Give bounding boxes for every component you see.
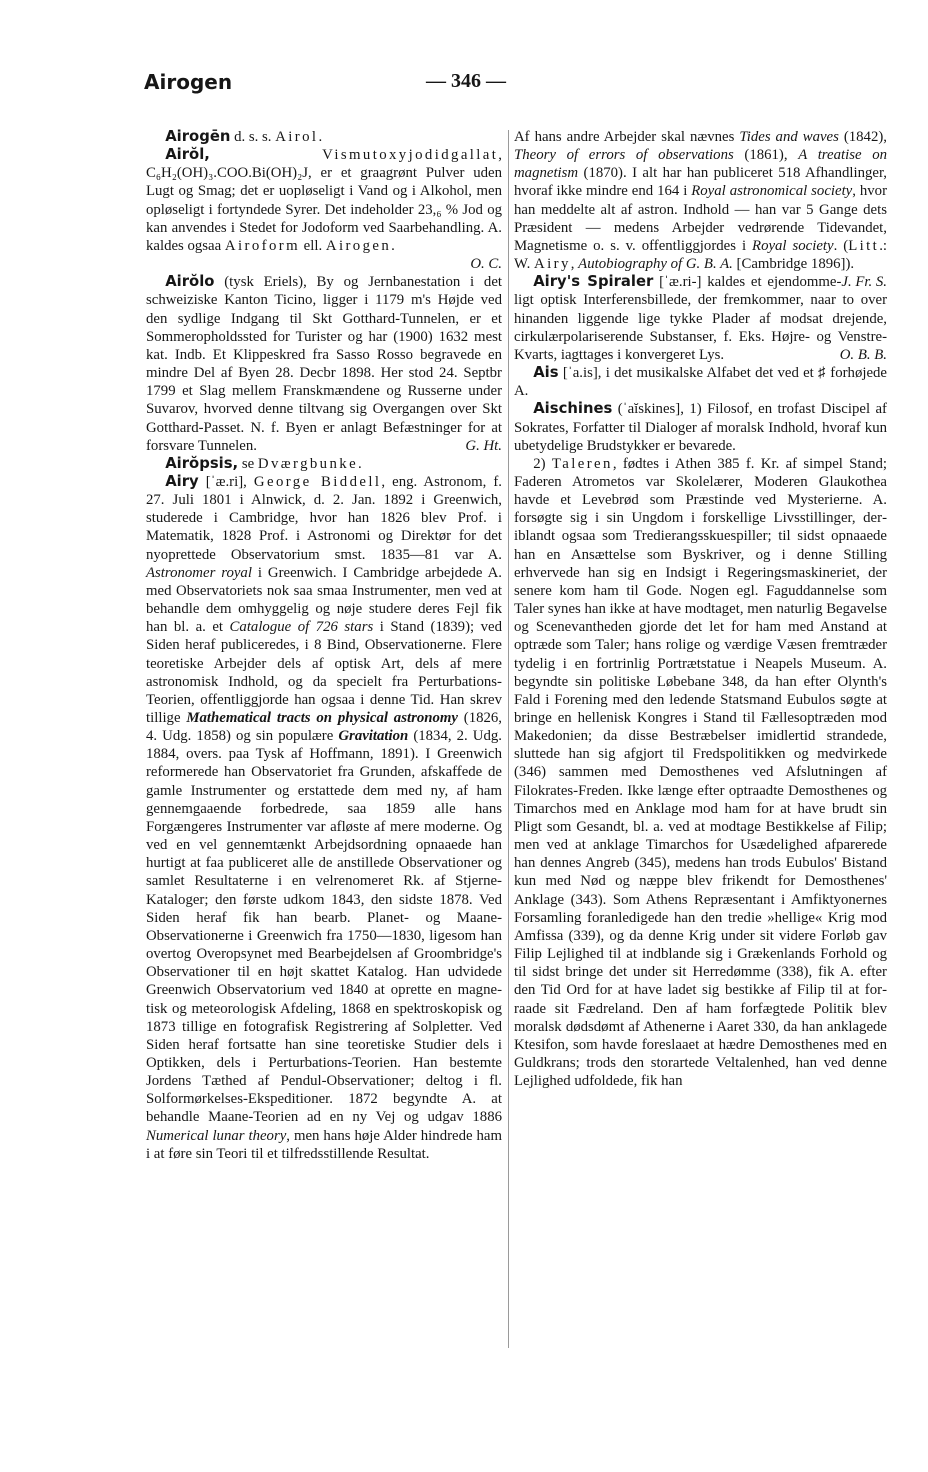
entry-text: Gravitation bbox=[338, 728, 409, 745]
entry-text: Dværgbunke bbox=[257, 455, 359, 472]
left-column bbox=[146, 128, 502, 1163]
entry-headword: Airogēn bbox=[165, 128, 231, 145]
entry-text bbox=[210, 147, 322, 163]
entry-text: Autobiography of G. B. A. bbox=[578, 256, 733, 273]
entry-headword: Aischines bbox=[533, 400, 613, 418]
dictionary-entry bbox=[146, 273, 502, 455]
entry-headword: Airŏl, bbox=[165, 146, 210, 164]
entry-text: , fødtes i Athen 385 f. Kr. af simpel Stand; Faderen Atrometos var Skolelærer, Moderen Glaukothea havde et Levebrød som Præstinde ved Mysterierne. A. forsøgte sig i sin Ungdom i forskellige Livsstillinger, deriblandt ogsaa som Tredierangsskuespiller; til sidst opnaaede han en Ansættelse som Byskriver, og i denne Stilling erhvervede han sig en Indsigt i Regeringsmaskineriet, der senere kom ham til Gode. Nogen egl. Faguddannelse som Taler synes han ikke at have modtaget, men naturlig Begavelse og Scenevantheden gjorde det let for ham med Anstand at optræde som Taler; hans rolige og værdige Væsen fremtræder tydelig i en fortrinlig Portrætstatue i Neapels Museum. A. begyndte sin politiske Løbebane 348, da han efter Olynth's Fald i Forening med den ledende Statsmand Eubulos søgte at bringe en hellenisk Kongres i Stand til Fællesoptræden mod Makedonien; da disse Bestræbelser imidlertid strandede, sluttede han sig afgjort til Fredspolitikken og medvirkede (346) sammen med Demosthenes ved Afslutningen af Filokrates-Freden. Ikke længe efter optraadte Demosthenes og Timarchos med en Anklage mod ham for at have brudt sin Pligt som Gesandt, bl. a. ved at modtage Bestikkelse af Filip; men ved at anklage Timarchos for Usædelighed afparerede han dennes Angreb (345), medens han trods Eubulos' Bistand kun med Nød og næppe blev frikendt for Demosthenes' Anklage (343). Som Athens Repræsentant i Amfiktyonernes Forsamling foranledigede han den tredie »hellige« Krig mod Amfissa (339), og da denne Krig under sit videre Forløb gav Filip Lejlighed til at indblande sig i Grækenlands Forhold og til sidst bringe det under sit Herredømme (338), fik A. efter den Tid Ord for at have ladet sig bestikke af Filip til at forraade sit Fædreland. Den af ham forfægtede Politik blev moralsk dødsdømt af Athenerne i Aaret 330, da han anklagede Ktesifon, som havde foreslaaet at hædre Demosthenes med en Guldkrans; trods den storartede Veltalenhed, han ved denne Lejlighed udfoldede, fik han bbox=[514, 455, 887, 1090]
entry-text: , eng. Astronom, f. 27. Juli 1801 i Alnwick, d. 2. Jan. 1892 i Greenwich, studerede i Cambridge, hvor han 1826 blev Prof. i Matematik, 1828 Prof. i Astronomi og Direktør for det nyoprettede Observatorium smst. 1835—81 var A. bbox=[146, 473, 502, 563]
author-signature: O. B. B. bbox=[839, 346, 887, 363]
entry-text: se bbox=[238, 455, 258, 472]
entry-text: Airoform bbox=[224, 237, 300, 254]
dictionary-entry bbox=[514, 364, 887, 400]
entry-text: [Cambridge 1896]). bbox=[732, 256, 855, 273]
entry-text: . bbox=[358, 455, 362, 472]
entry-text: Af hans andre Arbejder skal nævnes bbox=[514, 129, 740, 145]
entry-text: Mathematical tracts on physical astronomy bbox=[186, 710, 458, 726]
running-headword: Airogen bbox=[144, 70, 233, 94]
entry-text: Tides and waves bbox=[739, 129, 839, 145]
entry-text: i Stand (1839); ved Siden heraf publiceredes, i 8 Bind, Observationerne. Flere teoretiske Arbejder dels af optisk Art, dels af mere astronomisk Indhold, og da specielt fra Perturbations-Teorien, offentliggjorde han ogsaa i denne Tid. Han skrev tillige bbox=[146, 619, 502, 726]
author-signature: J. Fr. S. bbox=[841, 274, 887, 291]
page-number: — 346 — bbox=[426, 70, 506, 92]
author-signature: O. C. bbox=[470, 256, 502, 273]
entry-text: . bbox=[318, 129, 323, 145]
entry-text: Taleren bbox=[551, 455, 613, 472]
entry-text: George Biddell bbox=[253, 473, 382, 490]
entry-text: [ˈæ.ri], bbox=[198, 473, 254, 490]
right-column bbox=[514, 128, 887, 1090]
entry-headword: Ais bbox=[533, 364, 559, 382]
entry-text: Astronomer royal bbox=[146, 564, 252, 581]
entry-text: Theory of errors of observations bbox=[514, 147, 734, 164]
entry-text: ell. bbox=[299, 237, 326, 254]
entry-text: (1842), bbox=[838, 129, 887, 145]
entry-text: [ˈa.is], i det musikalske Alfabet det ved et ♯ forhøjede A. bbox=[514, 365, 887, 400]
entry-text: Royal society bbox=[752, 237, 834, 254]
entry-text: [ˈæ.ri-] kaldes et ejendommeligt optisk Interferensbillede, der fremkommer, naar to over hinanden liggende lige tykke Plader af modsat drejende, cirkulærpolariserende Substanser, f. Eks. Højre- og Venstre-Kvarts, iagttages i konvergeret Lys. bbox=[514, 274, 887, 363]
author-signature: G. Ht. bbox=[465, 437, 502, 454]
dictionary-entry bbox=[514, 273, 887, 364]
column-divider bbox=[508, 130, 509, 1348]
entry-text: . ( bbox=[833, 237, 849, 254]
entry-text: (1826, 4. Udg. 1858) og sin populære bbox=[146, 710, 503, 745]
entry-text: .: W. bbox=[514, 237, 888, 273]
entry-text: , bbox=[570, 256, 579, 273]
running-head bbox=[0, 70, 928, 104]
entry-headword: Airŏlo bbox=[165, 273, 215, 291]
dictionary-entry bbox=[514, 400, 887, 454]
entry-text: Royal astronomical society bbox=[691, 183, 853, 200]
entry-text: Airol bbox=[275, 129, 319, 145]
entry-text: , hvor han meddelte alt af astron. Indhold — han var 5 Gange dets Præsident — medens Arbejder vedrørende Tidevandet, Magnetisme o. s. v. offentliggjordes i bbox=[514, 183, 887, 254]
entry-text: i Greenwich. I Cambridge arbejdede A. med Observatoriets nok saa smaa Instrumenter, men ved at behandle dem omhyggelig og nøje studere deres Fejl fik han bl. a. et bbox=[146, 564, 502, 636]
entry-text: A treatise on magnetism bbox=[514, 147, 888, 182]
entry-text: (1861), bbox=[733, 147, 799, 164]
entry-headword: Airŏpsis, bbox=[165, 454, 239, 472]
entry-headword: Airy's Spiraler bbox=[533, 273, 654, 291]
entry-text: (ˈaĭskines], 1) Filosof, en trofast Discipel af Sokrates, Forfatter til Dialoger af moralsk Indhold, hvoraf kun ubetydelige Brudstykker er bevarede. bbox=[514, 401, 887, 454]
entry-text: Vismutoxyjodidgallat bbox=[322, 147, 499, 164]
entry-text: , C₆H₂(OH)₃.COO.Bi(OH)₂J, er et graagrønt Pulver uden Lugt og Smag; det er uopløseligt i Vand og i Alkohol, men opløseligt i fortyndede Syrer. Det indeholder 23,₆ % Jod og kan anvendes i Stedet for Jodoform ved Saarbehandling. A. kaldes ogsaa bbox=[146, 147, 502, 254]
dictionary-entry bbox=[146, 473, 502, 1163]
dictionary-entry bbox=[146, 146, 502, 273]
entry-text: Catalogue of 726 stars bbox=[229, 619, 374, 636]
dictionary-entry bbox=[146, 128, 502, 146]
entry-text: . bbox=[391, 237, 395, 254]
entry-text: (tysk Eriels), By og Jernbanestation i det schweiziske Kanton Ticino, ligger i 1179 m's Højde ved den sydlige Indgang til Skt Gotthard-Tunnelen, er et Sommeropholdssted for Turister og har (1900) 1632 mest kat. Indb. Et Klippeskred fra Sasso Rosso begravede en mindre Del af Byen 28. Decbr 1898. Her stod 24. Septbr 1799 et Slag mellem Franskmændene og Russerne under Suvarov, hvorved denne tiltvang sig Overgangen over Skt Gotthard-Passet. N. f. Byen er anlagt Befæstninger for at forsvare Tunnelen. bbox=[146, 274, 502, 454]
entry-text: Litt bbox=[848, 237, 880, 254]
entry-text: Airogen bbox=[325, 237, 392, 254]
entry-text: (1870). I alt har han publiceret 518 Afhandlinger, hvoraf ikke mindre end 164 i bbox=[514, 165, 887, 200]
entry-paragraph bbox=[514, 455, 887, 1090]
entry-text: Airy bbox=[534, 256, 571, 273]
entry-text: (1834, 2. Udg. 1884, overs. paa Tysk af Hoffmann, 1891). I Greenwich reformerede han Observatoriet fra Grunden, afskaffede de gamle Instrumenter og erstattede dem med ny, af ham gennemgaaende forbedrede, saa 1859 alle hans Forgængeres Instrumenter var afløste af mere moderne. Og ved en vel gennemtænkt Arbejdsordning opnaaede han hurtigt at faa publiceret alle de anstillede Observationer og samlet Resultaterne i en velrenomeret Rk. af Stjerne-Kataloger; den første udkom 1843, den sidste 1878. Ved Siden heraf fik han bearb. Planet- og Maane-Observationerne i Greenwich fra 1750—1830, ligesom han overtog Overopsynet med Bearbejdelsen af Groombridge's Observationer til en højt skattet Katalog. Han udvidede Greenwich Observatorium ved 1840 at oprette en magnetisk og meteorologisk Afdeling, 1868 en spektroskopisk og 1873 tillige en fotografisk Registrering af Solpletter. Ved Siden heraf fortsatte han sine teoretiske Studier dels i Optikken, dels i Perturbations-Teorien. Han bestemte Jordens Tæthed af Pendul-Observationer; deltog i fl. Solformørkelses-Ekspeditioner. 1872 begyndte A. at behandle Maane-Teorien ad en ny Vej og udgav 1886 bbox=[146, 728, 502, 1126]
entry-text: 2) bbox=[533, 455, 552, 472]
entry-headword: Airy bbox=[165, 472, 199, 490]
entry-text: d. s. s. bbox=[230, 129, 276, 145]
entry-text: Numerical lunar theory bbox=[146, 1127, 287, 1144]
entry-text: , men hans høje Alder hindrede ham i at føre sin Teori til et tilfredsstillende Resultat. bbox=[146, 1127, 502, 1162]
dictionary-entry bbox=[146, 455, 502, 473]
